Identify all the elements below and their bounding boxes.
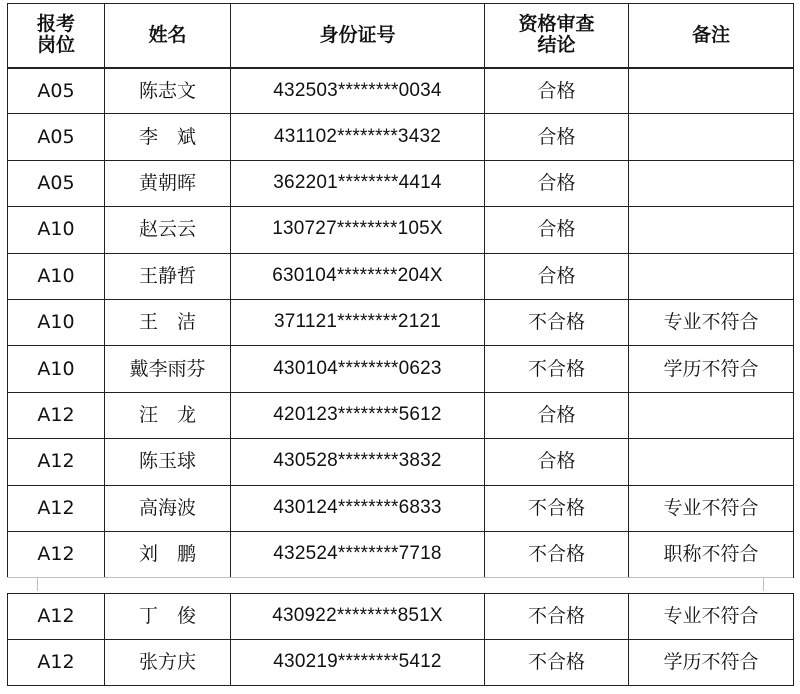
header-row: [8, 4, 794, 68]
cell-id: 430922********851X: [231, 594, 485, 640]
cell-name: 陈志文: [105, 68, 231, 114]
table-row: [8, 160, 794, 206]
cell-result: 合格: [485, 160, 629, 206]
cell-id: 432524********7718: [231, 531, 485, 577]
cell-result: 不合格: [485, 531, 629, 577]
cell-note: 专业不符合: [629, 485, 794, 531]
cell-name: 刘 鹏: [105, 531, 231, 577]
cell-note: [629, 439, 794, 485]
cell-post: A12: [8, 392, 105, 438]
cell-result: 合格: [485, 253, 629, 299]
header-id: 身份证号: [231, 4, 485, 68]
qualification-table-page-1: [7, 3, 794, 578]
cell-name: 张方庆: [105, 640, 231, 686]
table-row: [8, 68, 794, 114]
qualification-table-page-2: [7, 593, 794, 686]
cell-result: 合格: [485, 68, 629, 114]
table-row: [8, 207, 794, 253]
cell-name: 赵云云: [105, 207, 231, 253]
table-row: [8, 531, 794, 577]
cell-result: 不合格: [485, 640, 629, 686]
cell-result: 合格: [485, 392, 629, 438]
cell-id: 130727********105X: [231, 207, 485, 253]
cell-id: 630104********204X: [231, 253, 485, 299]
cell-name: 丁 俊: [105, 594, 231, 640]
header-name: 姓名: [105, 4, 231, 68]
page-break-line: [7, 577, 793, 578]
cell-post: A10: [8, 299, 105, 345]
cell-id: 432503********0034: [231, 68, 485, 114]
cell-post: A12: [8, 640, 105, 686]
cell-name: 王静哲: [105, 253, 231, 299]
header-result: 资格审查结论: [485, 4, 629, 68]
cell-note: 专业不符合: [629, 594, 794, 640]
page-break-tick-right: [763, 577, 764, 591]
cell-name: 陈玉球: [105, 439, 231, 485]
cell-note: [629, 253, 794, 299]
cell-note: [629, 392, 794, 438]
cell-post: A12: [8, 594, 105, 640]
cell-note: 职称不符合: [629, 531, 794, 577]
cell-post: A05: [8, 68, 105, 114]
cell-note: [629, 160, 794, 206]
cell-post: A12: [8, 531, 105, 577]
table-row: [8, 392, 794, 438]
table-row: [8, 346, 794, 392]
cell-note: 专业不符合: [629, 299, 794, 345]
cell-id: 430219********5412: [231, 640, 485, 686]
table-row: [8, 253, 794, 299]
cell-name: 李 斌: [105, 114, 231, 160]
cell-result: 不合格: [485, 299, 629, 345]
table-row: [8, 485, 794, 531]
cell-id: 430124********6833: [231, 485, 485, 531]
table-row: [8, 114, 794, 160]
cell-result: 不合格: [485, 485, 629, 531]
cell-result: 合格: [485, 114, 629, 160]
page-break-tick-left: [37, 577, 38, 591]
cell-id: 431102********3432: [231, 114, 485, 160]
cell-post: A10: [8, 346, 105, 392]
cell-note: 学历不符合: [629, 640, 794, 686]
cell-name: 戴李雨芬: [105, 346, 231, 392]
cell-id: 371121********2121: [231, 299, 485, 345]
cell-note: [629, 207, 794, 253]
table-row: [8, 594, 794, 640]
table-row: [8, 299, 794, 345]
cell-post: A05: [8, 160, 105, 206]
cell-result: 合格: [485, 439, 629, 485]
cell-note: [629, 114, 794, 160]
cell-id: 430104********0623: [231, 346, 485, 392]
cell-result: 合格: [485, 207, 629, 253]
cell-name: 汪 龙: [105, 392, 231, 438]
cell-name: 黄朝晖: [105, 160, 231, 206]
cell-post: A05: [8, 114, 105, 160]
cell-name: 王 洁: [105, 299, 231, 345]
cell-id: 420123********5612: [231, 392, 485, 438]
table-row: [8, 640, 794, 686]
cell-note: 学历不符合: [629, 346, 794, 392]
cell-post: A10: [8, 207, 105, 253]
cell-post: A12: [8, 439, 105, 485]
cell-post: A10: [8, 253, 105, 299]
table-row: [8, 439, 794, 485]
cell-post: A12: [8, 485, 105, 531]
cell-id: 430528********3832: [231, 439, 485, 485]
cell-result: 不合格: [485, 594, 629, 640]
cell-name: 高海波: [105, 485, 231, 531]
cell-result: 不合格: [485, 346, 629, 392]
header-note: 备注: [629, 4, 794, 68]
cell-id: 362201********4414: [231, 160, 485, 206]
cell-note: [629, 68, 794, 114]
header-post: 报考岗位: [8, 4, 105, 68]
